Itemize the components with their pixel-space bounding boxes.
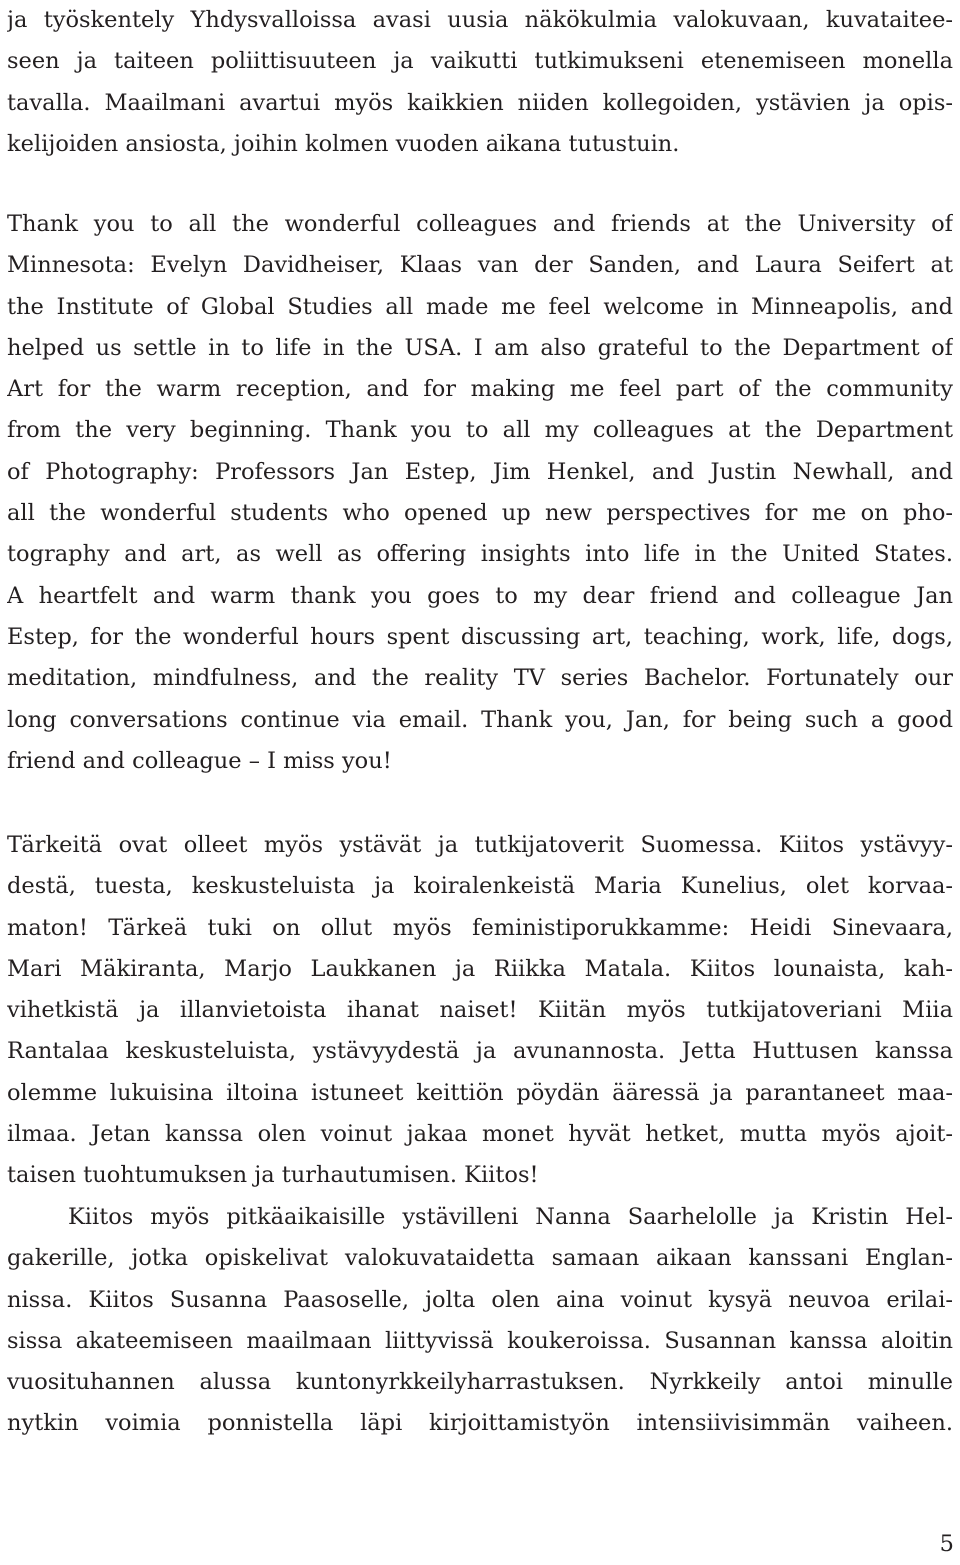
text-line: long conversations continue via email. Thank you, Jan, for being such a good [7,706,953,733]
text-line: Kiitos myös pitkäaikaisille ystävilleni Nanna Saarhelolle ja Kristin Hel- [68,1204,953,1230]
text-line: maton! Tärkeä tuki on ollut myös feministiporukkamme: Heidi Sinevaara, [7,914,953,941]
text-line: Estep, for the wonderful hours spent discussing art, teaching, work, life, dogs, [7,623,953,650]
text-line: meditation, mindfulness, and the reality TV series Bachelor. Fortunately our [7,665,953,692]
text-line: Minnesota: Evelyn Davidheiser, Klaas van der Sanden, and Laura Seifert at [7,252,953,279]
text-line: sissa akateemiseen maailmaan liittyvissä koukeroissa. Susannan kanssa aloitin [7,1327,953,1354]
text-line: olemme lukuisina iltoina istuneet keittiön pöydän ääressä ja parantaneet maa- [7,1079,953,1106]
text-line: Tärkeitä ovat olleet myös ystävät ja tutkijatoverit Suomessa. Kiitos ystävyy- [7,832,953,858]
text-line: A heartfelt and warm thank you goes to my dear friend and colleague Jan [7,582,953,609]
text-line: nissa. Kiitos Susanna Paasoselle, jolta olen aina voinut kysyä neuvoa erilai- [7,1286,953,1313]
text-line: ja työskentely Yhdysvalloissa avasi uusia näkökulmia valokuvaan, kuvataitee- [7,7,953,33]
text-line: Thank you to all the wonderful colleagues and friends at the University of [7,211,953,237]
text-line: helped us settle in to life in the USA. I am also grateful to the Department of [7,334,953,361]
text-line: nytkin voimia ponnistella läpi kirjoittamistyön intensiivisimmän vaiheen. [7,1410,953,1437]
text-line: gakerille, jotka opiskelivat valokuvataidetta samaan aikaan kanssani Englan- [7,1245,953,1272]
text-line: all the wonderful students who opened up new perspectives for me on pho- [7,500,953,527]
text-line: seen ja taiteen poliittisuuteen ja vaikutti tutkimukseni etenemiseen monella [7,48,953,75]
text-line: destä, tuesta, keskusteluista ja koiralenkeistä Maria Kunelius, olet korvaa- [7,873,953,900]
text-line: from the very beginning. Thank you to all my colleagues at the Department [7,417,953,444]
paragraph-finnish-longtime-friends [7,1197,953,1445]
text-line: of Photography: Professors Jan Estep, Jim Henkel, and Justin Newhall, and [7,458,953,485]
text-line: tography and art, as well as offering insights into life in the United States. [7,541,953,568]
text-line: friend and colleague – I miss you! [7,747,392,774]
text-line: Mari Mäkiranta, Marjo Laukkanen ja Riikka Matala. Kiitos lounaista, kah- [7,955,953,982]
text-line: ilmaa. Jetan kanssa olen voinut jakaa monet hyvät hetket, mutta myös ajoit- [7,1121,953,1148]
text-line: the Institute of Global Studies all made me feel welcome in Minneapolis, and [7,293,953,320]
paragraph-finnish-friends [7,825,953,1197]
page-number: 5 [939,1531,954,1557]
text-line: Rantalaa keskusteluista, ystävyydestä ja avunannosta. Jetta Huttusen kanssa [7,1038,953,1065]
text-line: vihetkistä ja illanvietoista ihanat naiset! Kiitän myös tutkijatoveriani Miia [7,997,953,1024]
text-line: kelijoiden ansiosta, joihin kolmen vuoden aikana tutustuin. [7,130,680,157]
text-line: tavalla. Maailmani avartui myös kaikkien niiden kollegoiden, ystävien ja opis- [7,89,953,116]
text-line: vuosituhannen alussa kuntonyrkkeilyharrastuksen. Nyrkkeily antoi minulle [7,1369,953,1396]
paragraph-finnish-intro [7,0,953,165]
text-line: taisen tuohtumuksen ja turhautumisen. Kiitos! [7,1162,539,1189]
text-line: Art for the warm reception, and for making me feel part of the community [7,376,953,403]
paragraph-english-thanks [7,204,953,782]
